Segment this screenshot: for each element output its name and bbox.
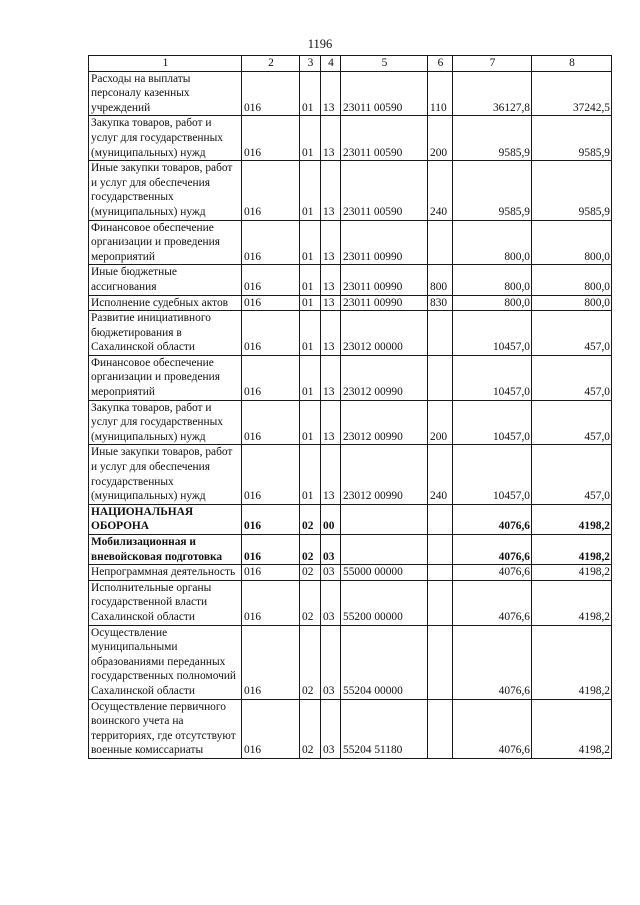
cell-expense-name: Закупка товаров, работ и услуг для государственных (муниципальных) нужд — [89, 116, 242, 161]
cell-target-article: 23012 00000 — [341, 311, 428, 356]
cell-ministry-code: 016 — [242, 565, 300, 581]
cell-amount-year1: 4076,6 — [453, 565, 532, 581]
table-row — [89, 400, 612, 445]
cell-section-code: 01 — [300, 265, 321, 295]
cell-amount-year1: 10457,0 — [453, 445, 532, 504]
cell-ministry-code: 016 — [242, 699, 300, 758]
column-header: 4 — [321, 56, 341, 72]
cell-subsection-code: 13 — [321, 311, 341, 356]
table-row — [89, 265, 612, 295]
table-row — [89, 625, 612, 699]
cell-section-code: 01 — [300, 311, 321, 356]
page-number: 1196 — [307, 37, 333, 51]
table-row — [89, 504, 612, 534]
cell-section-code: 01 — [300, 116, 321, 161]
cell-expense-type: 800 — [428, 265, 453, 295]
cell-expense-type — [428, 504, 453, 534]
cell-subsection-code: 13 — [321, 265, 341, 295]
cell-expense-type — [428, 580, 453, 625]
cell-amount-year1: 4076,6 — [453, 699, 532, 758]
cell-amount-year2: 800,0 — [532, 265, 612, 295]
cell-amount-year1: 9585,9 — [453, 116, 532, 161]
cell-subsection-code: 13 — [321, 161, 341, 220]
cell-section-code: 02 — [300, 580, 321, 625]
table-row — [89, 355, 612, 400]
cell-expense-name: Непрограммная деятельность — [89, 565, 242, 581]
cell-expense-type — [428, 625, 453, 699]
cell-section-code: 01 — [300, 71, 321, 116]
cell-ministry-code: 016 — [242, 535, 300, 565]
column-header: 8 — [532, 56, 612, 72]
cell-amount-year2: 457,0 — [532, 355, 612, 400]
column-header: 6 — [428, 56, 453, 72]
cell-target-article: 55000 00000 — [341, 565, 428, 581]
table-row — [89, 311, 612, 356]
cell-amount-year2: 9585,9 — [532, 161, 612, 220]
cell-expense-name: Исполнительные органы государственной власти Сахалинской области — [89, 580, 242, 625]
cell-section-code: 01 — [300, 355, 321, 400]
cell-expense-type: 200 — [428, 116, 453, 161]
cell-amount-year2: 800,0 — [532, 295, 612, 311]
cell-amount-year2: 457,0 — [532, 311, 612, 356]
cell-amount-year1: 10457,0 — [453, 311, 532, 356]
cell-expense-type: 240 — [428, 161, 453, 220]
table-body — [89, 71, 612, 758]
cell-expense-name: Иные бюджетные ассигнования — [89, 265, 242, 295]
cell-amount-year2: 4198,2 — [532, 699, 612, 758]
cell-subsection-code: 03 — [321, 580, 341, 625]
cell-amount-year2: 9585,9 — [532, 116, 612, 161]
cell-amount-year1: 4076,6 — [453, 625, 532, 699]
cell-subsection-code: 13 — [321, 445, 341, 504]
cell-section-code: 02 — [300, 504, 321, 534]
cell-amount-year2: 457,0 — [532, 400, 612, 445]
table-row — [89, 580, 612, 625]
cell-ministry-code: 016 — [242, 220, 300, 265]
cell-section-code: 01 — [300, 295, 321, 311]
cell-target-article: 23011 00590 — [341, 116, 428, 161]
cell-target-article: 23011 00590 — [341, 161, 428, 220]
cell-target-article: 23011 00590 — [341, 71, 428, 116]
cell-ministry-code: 016 — [242, 295, 300, 311]
cell-expense-name: Исполнение судебных актов — [89, 295, 242, 311]
cell-section-code: 01 — [300, 161, 321, 220]
cell-subsection-code: 13 — [321, 355, 341, 400]
cell-expense-type — [428, 565, 453, 581]
cell-subsection-code: 13 — [321, 71, 341, 116]
column-header: 5 — [341, 56, 428, 72]
cell-target-article: 23011 00990 — [341, 265, 428, 295]
column-header: 3 — [300, 56, 321, 72]
cell-amount-year2: 800,0 — [532, 220, 612, 265]
cell-section-code: 01 — [300, 445, 321, 504]
cell-amount-year1: 800,0 — [453, 295, 532, 311]
cell-ministry-code: 016 — [242, 116, 300, 161]
table-row — [89, 445, 612, 504]
cell-subsection-code: 13 — [321, 295, 341, 311]
table-row — [89, 71, 612, 116]
column-header: 2 — [242, 56, 300, 72]
cell-amount-year1: 4076,6 — [453, 580, 532, 625]
cell-expense-type: 110 — [428, 71, 453, 116]
table-row — [89, 565, 612, 581]
cell-expense-type: 200 — [428, 400, 453, 445]
cell-expense-name: Развитие инициативного бюджетирования в Сахалинской области — [89, 311, 242, 356]
cell-section-code: 02 — [300, 699, 321, 758]
cell-ministry-code: 016 — [242, 161, 300, 220]
cell-subsection-code: 13 — [321, 400, 341, 445]
cell-amount-year1: 10457,0 — [453, 355, 532, 400]
cell-amount-year2: 4198,2 — [532, 535, 612, 565]
cell-expense-type — [428, 699, 453, 758]
table-row — [89, 699, 612, 758]
column-header: 7 — [453, 56, 532, 72]
cell-amount-year2: 4198,2 — [532, 580, 612, 625]
cell-expense-name: Расходы на выплаты персоналу казенных учреждений — [89, 71, 242, 116]
cell-ministry-code: 016 — [242, 311, 300, 356]
cell-expense-name: Осуществление муниципальными образованиями переданных государственных полномочий Сахалинской области — [89, 625, 242, 699]
cell-amount-year1: 10457,0 — [453, 400, 532, 445]
cell-expense-type: 240 — [428, 445, 453, 504]
header-row — [89, 56, 612, 72]
cell-ministry-code: 016 — [242, 504, 300, 534]
cell-amount-year2: 4198,2 — [532, 565, 612, 581]
cell-subsection-code: 13 — [321, 220, 341, 265]
cell-section-code: 01 — [300, 220, 321, 265]
cell-expense-name: Иные закупки товаров, работ и услуг для обеспечения государственных (муниципальных) нужд — [89, 445, 242, 504]
cell-subsection-code: 00 — [321, 504, 341, 534]
cell-ministry-code: 016 — [242, 265, 300, 295]
cell-amount-year2: 37242,5 — [532, 71, 612, 116]
cell-subsection-code: 03 — [321, 625, 341, 699]
cell-target-article: 23012 00990 — [341, 445, 428, 504]
cell-section-code: 02 — [300, 535, 321, 565]
cell-target-article: 55204 00000 — [341, 625, 428, 699]
cell-section-code: 02 — [300, 565, 321, 581]
cell-target-article: 23011 00990 — [341, 220, 428, 265]
cell-expense-name: НАЦИОНАЛЬНАЯ ОБОРОНА — [89, 504, 242, 534]
cell-amount-year1: 36127,8 — [453, 71, 532, 116]
cell-amount-year1: 4076,6 — [453, 535, 532, 565]
cell-ministry-code: 016 — [242, 71, 300, 116]
cell-amount-year2: 457,0 — [532, 445, 612, 504]
cell-subsection-code: 13 — [321, 116, 341, 161]
cell-amount-year1: 9585,9 — [453, 161, 532, 220]
table-row — [89, 535, 612, 565]
cell-target-article: 55200 00000 — [341, 580, 428, 625]
cell-ministry-code: 016 — [242, 355, 300, 400]
cell-amount-year1: 800,0 — [453, 220, 532, 265]
cell-expense-type — [428, 535, 453, 565]
cell-target-article — [341, 504, 428, 534]
cell-ministry-code: 016 — [242, 580, 300, 625]
table-row — [89, 161, 612, 220]
cell-amount-year1: 800,0 — [453, 265, 532, 295]
cell-expense-type — [428, 311, 453, 356]
cell-target-article: 55204 51180 — [341, 699, 428, 758]
cell-ministry-code: 016 — [242, 445, 300, 504]
cell-expense-name: Финансовое обеспечение организации и проведения мероприятий — [89, 220, 242, 265]
cell-expense-type — [428, 355, 453, 400]
cell-amount-year2: 4198,2 — [532, 504, 612, 534]
table-row — [89, 295, 612, 311]
column-header: 1 — [89, 56, 242, 72]
cell-expense-name: Мобилизационная и вневойсковая подготовка — [89, 535, 242, 565]
cell-target-article: 23011 00990 — [341, 295, 428, 311]
cell-target-article — [341, 535, 428, 565]
cell-expense-type: 830 — [428, 295, 453, 311]
cell-target-article: 23012 00990 — [341, 400, 428, 445]
cell-amount-year2: 4198,2 — [532, 625, 612, 699]
cell-expense-name: Финансовое обеспечение организации и проведения мероприятий — [89, 355, 242, 400]
cell-expense-name: Закупка товаров, работ и услуг для государственных (муниципальных) нужд — [89, 400, 242, 445]
table-row — [89, 220, 612, 265]
cell-subsection-code: 03 — [321, 565, 341, 581]
cell-ministry-code: 016 — [242, 400, 300, 445]
cell-expense-type — [428, 220, 453, 265]
cell-amount-year1: 4076,6 — [453, 504, 532, 534]
cell-expense-name: Осуществление первичного воинского учета на территориях, где отсутствуют военные комиссариаты — [89, 699, 242, 758]
cell-expense-name: Иные закупки товаров, работ и услуг для обеспечения государственных (муниципальных) нужд — [89, 161, 242, 220]
cell-ministry-code: 016 — [242, 625, 300, 699]
table-row — [89, 116, 612, 161]
cell-section-code: 02 — [300, 625, 321, 699]
cell-subsection-code: 03 — [321, 699, 341, 758]
cell-section-code: 01 — [300, 400, 321, 445]
budget-table — [88, 55, 612, 759]
cell-target-article: 23012 00990 — [341, 355, 428, 400]
cell-subsection-code: 03 — [321, 535, 341, 565]
